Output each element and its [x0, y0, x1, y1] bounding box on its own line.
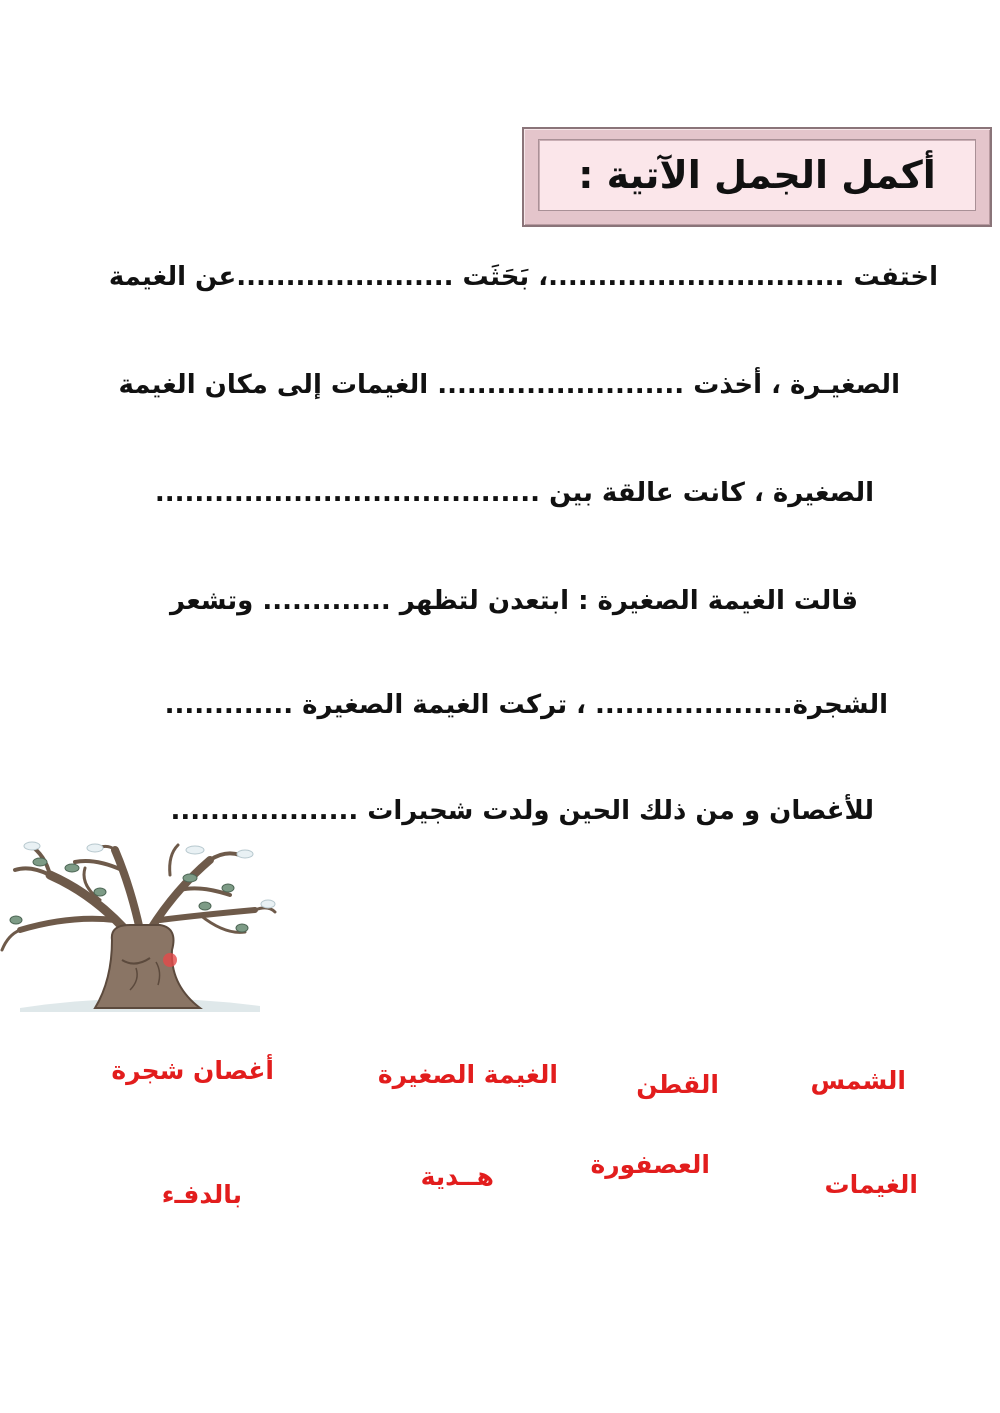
page-title: أكمل الجمل الآتية :: [578, 153, 936, 197]
word-bank-item: أغصان شجرة: [111, 1056, 274, 1085]
tree-illustration: [0, 840, 280, 1012]
word-bank-item: القطن: [636, 1070, 719, 1099]
word-bank-item: هــدية: [420, 1162, 494, 1191]
sentence-line: قالت الغيمة الصغيرة : ابتعدن لتظهر ............. وتشعر: [170, 586, 858, 616]
word-bank-item: بالدفـء: [161, 1180, 242, 1209]
sentence-line: اختفت ..............................، بَحَثَت ......................عن الغيمة: [108, 262, 938, 292]
word-bank-item: الغيمة الصغيرة: [377, 1060, 558, 1089]
word-bank-item: الشمس: [810, 1066, 906, 1095]
sentence-line: للأغصان و من ذلك الحين ولدت شجيرات ...................: [170, 796, 874, 826]
word-bank-item: العصفورة: [590, 1150, 710, 1179]
word-bank-item: الغيمات: [824, 1170, 918, 1199]
title-box: [522, 127, 992, 227]
title-box-inner: [538, 139, 976, 211]
sentence-line: الصغيـرة ، أخذت ......................... الغيمات إلى مكان الغيمة: [118, 370, 900, 400]
sentence-line: الصغيرة ، كانت عالقة بين .......................................: [154, 478, 874, 508]
sentence-line: الشجرة.................... ، تركت الغيمة الصغيرة .............: [164, 690, 888, 720]
